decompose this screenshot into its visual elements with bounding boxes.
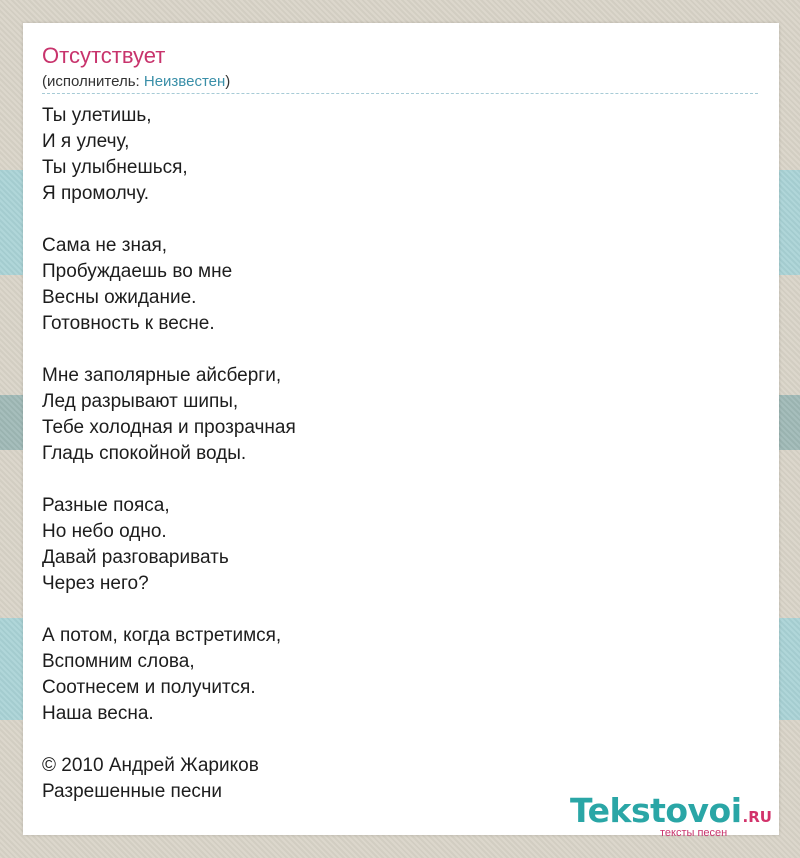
lyrics-card <box>23 23 779 839</box>
stanza <box>42 233 742 337</box>
lyric-line: Давай разговаривать <box>42 547 229 568</box>
site-logo[interactable] <box>570 791 772 839</box>
lyric-line: И я улечу, <box>42 131 130 152</box>
stanza <box>42 493 742 597</box>
lyric-line: Мне заполярные айсберги, <box>42 365 282 386</box>
lyric-line: Пробуждаешь во мне <box>42 261 233 282</box>
logo-tagline: тексты песен <box>660 827 728 839</box>
title-divider <box>42 93 758 94</box>
song-title: Отсутствует <box>42 43 166 68</box>
lyric-line: Сама не зная, <box>42 235 168 256</box>
lyric-line: Гладь спокойной воды. <box>42 443 247 464</box>
lyrics-body <box>42 103 742 831</box>
copyright-line: Разрешенные песни <box>42 781 222 802</box>
performer-prefix: (исполнитель: <box>42 73 144 90</box>
logo-tld: .RU <box>742 808 772 826</box>
lyric-line: Наша весна. <box>42 703 154 724</box>
stanza <box>42 623 742 727</box>
lyric-line: Вспомним слова, <box>42 651 195 672</box>
stanza <box>42 103 742 207</box>
lyric-line: А потом, когда встретимся, <box>42 625 282 646</box>
lyric-line: Я промолчу. <box>42 183 150 204</box>
lyric-line: Лед разрывают шипы, <box>42 391 239 412</box>
lyric-line: Но небо одно. <box>42 521 167 542</box>
performer-suffix: ) <box>225 73 231 90</box>
lyric-line: Тебе холодная и прозрачная <box>42 417 296 438</box>
copyright-line: © 2010 Андрей Жариков <box>42 755 259 776</box>
lyric-line: Разные пояса, <box>42 495 170 516</box>
stanza <box>42 363 742 467</box>
performer-link[interactable]: Неизвестен <box>143 73 226 90</box>
lyric-line: Ты улыбнешься, <box>42 157 188 178</box>
logo-wordmark: Tekstovoi <box>570 791 742 830</box>
lyric-line: Через него? <box>42 573 149 594</box>
lyric-line: Соотнесем и получится. <box>42 677 256 698</box>
performer-line <box>42 73 230 90</box>
lyric-line: Весны ожидание. <box>42 287 197 308</box>
lyric-line: Ты улетишь, <box>42 105 152 126</box>
lyric-line: Готовность к весне. <box>42 313 215 334</box>
